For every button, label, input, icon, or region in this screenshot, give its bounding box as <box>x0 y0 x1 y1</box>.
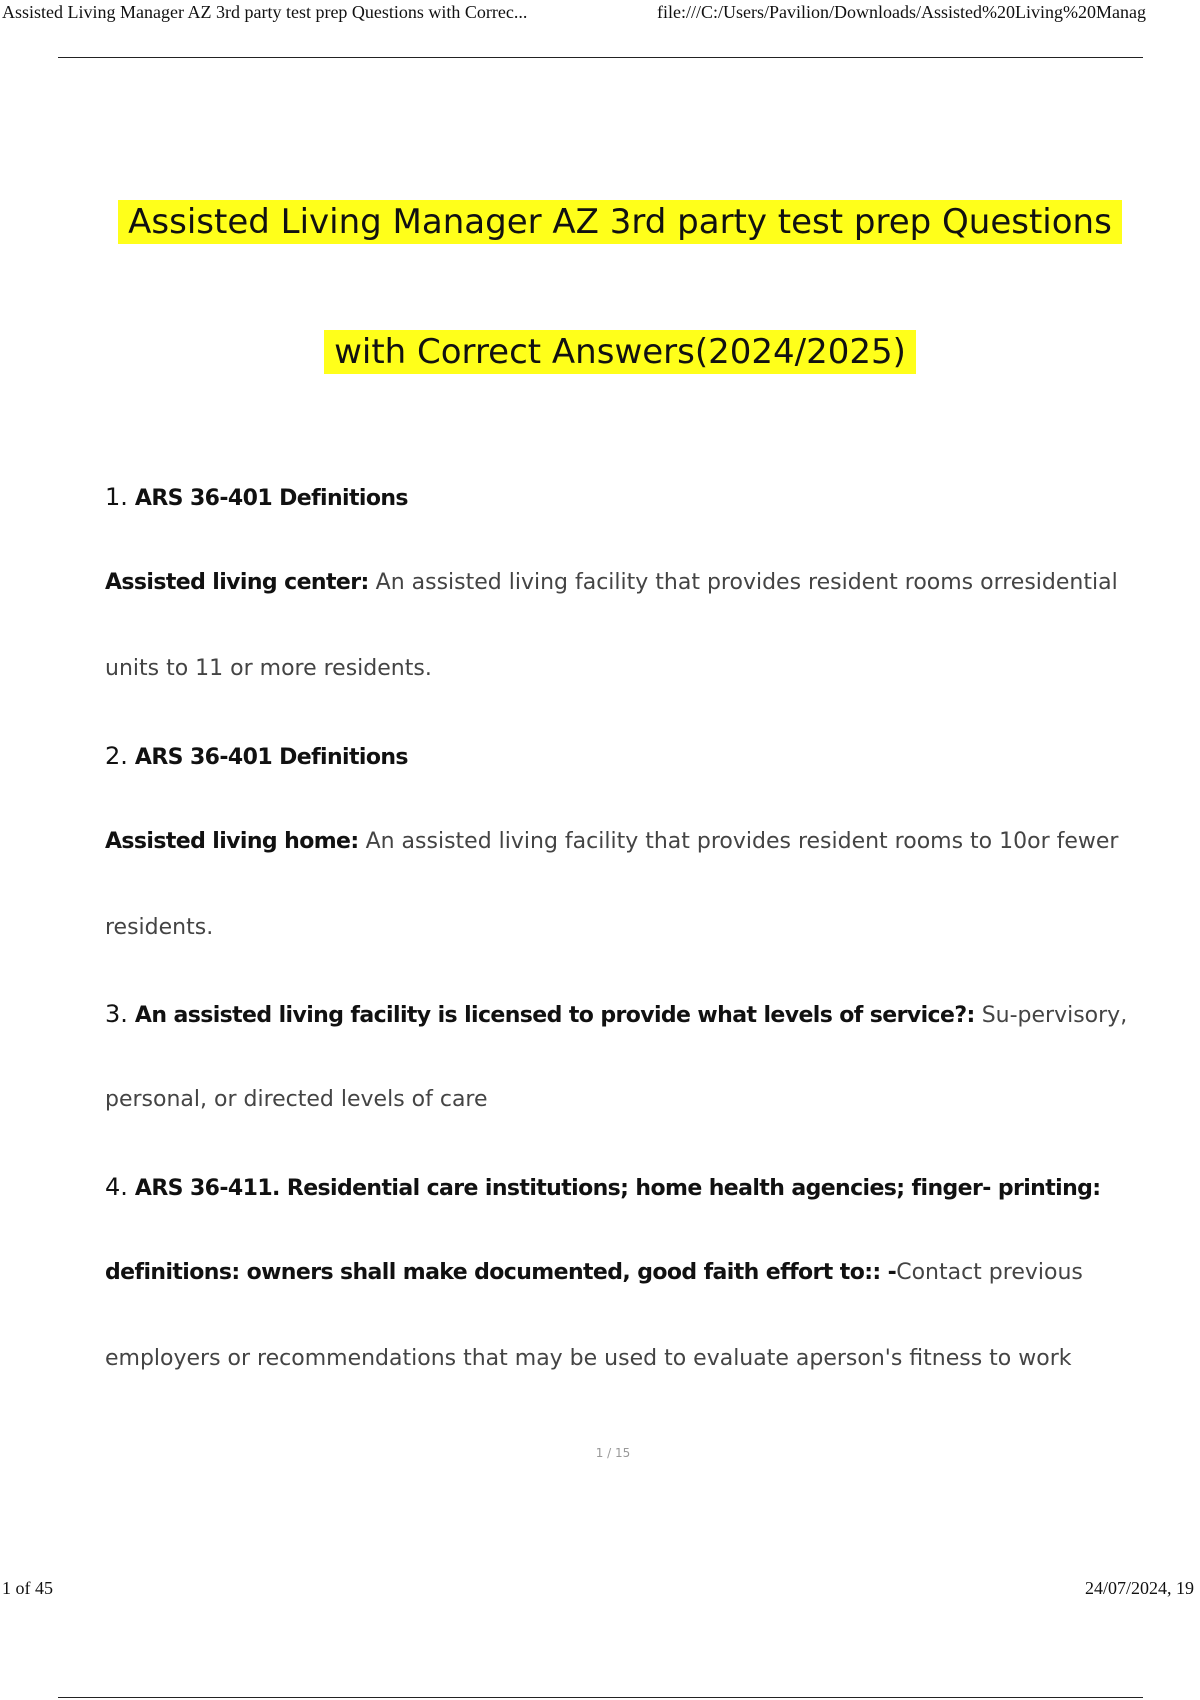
document-title-line-1 <box>0 198 1200 246</box>
question-4-line-2 <box>105 1258 1145 1288</box>
answer-text: units to 11 or more residents. <box>105 656 432 681</box>
answer-text: personal, or directed levels of care <box>105 1087 488 1112</box>
answer-text: Contact previous <box>896 1260 1083 1285</box>
answer-text: An assisted living facility that provides resident rooms orresidential <box>375 570 1118 595</box>
answer-text: An assisted living facility that provides resident rooms to 10or fewer <box>365 829 1119 854</box>
document-title-line-2 <box>0 328 1200 376</box>
print-footer <box>0 1578 1200 1604</box>
answer-text: residents. <box>105 915 214 940</box>
answer-2-line-1 <box>105 827 1145 857</box>
page-indicator: 1 / 15 <box>595 1446 631 1460</box>
print-footer-datetime: 24/07/2024, 19 <box>1085 1578 1195 1598</box>
question-text: An assisted living facility is licensed to provide what levels of service?: <box>134 1003 975 1028</box>
answer-3-line-2 <box>105 1085 1145 1115</box>
question-text: ARS 36-401 Definitions <box>134 486 408 511</box>
answer-text: employers or recommendations that may be used to evaluate aperson's fitness to work <box>105 1346 1072 1371</box>
answer-2-line-2 <box>105 913 1145 943</box>
print-header-title: Assisted Living Manager AZ 3rd party test prep Questions with Correc... <box>2 2 528 22</box>
footer-divider <box>58 1697 1143 1698</box>
question-1 <box>105 482 1145 514</box>
question-number: 4. <box>105 1173 128 1201</box>
question-text: ARS 36-401 Definitions <box>134 745 408 770</box>
answer-term: Assisted living center: <box>105 570 369 595</box>
question-number: 1. <box>105 483 128 511</box>
question-4-line-1 <box>105 1172 1145 1204</box>
question-text: ARS 36-411. Residential care institutions; home health agencies; finger- printing: <box>134 1176 1101 1201</box>
question-2 <box>105 741 1145 773</box>
print-footer-page-count: 1 of 45 <box>2 1578 53 1598</box>
question-number: 2. <box>105 742 128 770</box>
answer-1-line-1 <box>105 568 1145 598</box>
print-header-url: file:///C:/Users/Pavilion/Downloads/Assisted%20Living%20Manag <box>657 2 1146 22</box>
title-highlight-2: with Correct Answers(2024/2025) <box>324 330 916 374</box>
question-text: definitions: owners shall make documented, good faith effort to:: - <box>105 1260 897 1285</box>
answer-term: Assisted living home: <box>105 829 359 854</box>
question-number: 3. <box>105 1000 128 1028</box>
title-highlight-1: Assisted Living Manager AZ 3rd party test prep Questions <box>118 200 1122 244</box>
answer-4-line-2 <box>105 1344 1145 1374</box>
answer-text: Su-pervisory, <box>981 1003 1128 1028</box>
answer-1-line-2 <box>105 654 1145 684</box>
question-3 <box>105 999 1145 1031</box>
